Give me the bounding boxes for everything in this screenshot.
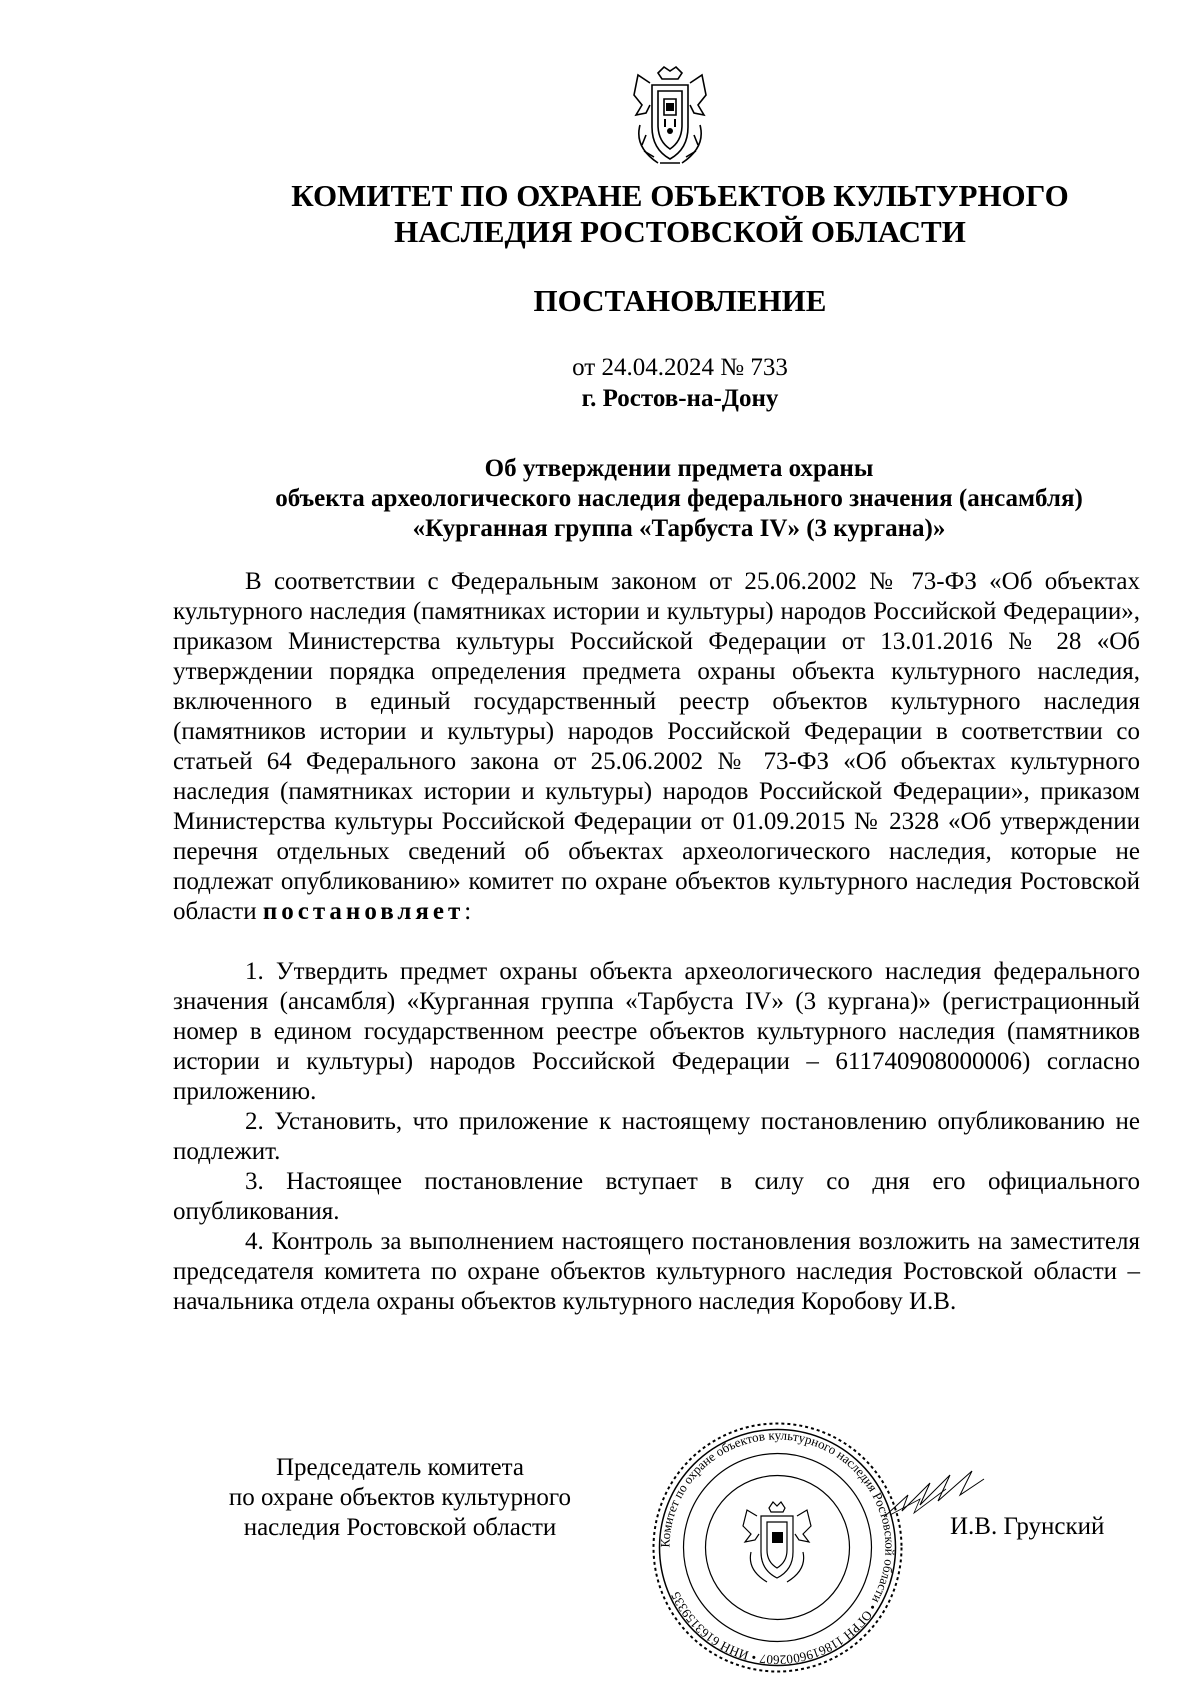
official-seal-icon [650, 1420, 905, 1675]
resolution-item-3: 3. Настоящее постановление вступает в силу со дня его официального опубликования. [173, 1168, 1140, 1225]
city: г. Ростов-на-Дону [581, 385, 779, 412]
coat-of-arms-icon [620, 65, 720, 170]
subject-line2: объекта археологического наследия федерального значения (ансамбля) [275, 485, 1083, 512]
preamble-text: В соответствии с Федеральным законом от 25.06.2002 № 73-ФЗ «Об объектах культурного наследия (памятниках истории и культуры) народов Российской Федерации», приказом Министерства культуры Российской Федерации от 13.01.2016 № 28 «Об утверждении порядка определения предмета охраны объекта культурного наследия, включенного в единый государственный реестр объектов культурного наследия (памятников истории и культуры) народов Российской Федерации в соответствии со статьей 64 Федерального закона от 25.06.2002 № 73-ФЗ «Об объектах культурного наследия (памятниках истории и культуры) народов Российской Федерации», приказом Министерства культуры Российской Федерации от 01.09.2015 № 2328 «Об утверждении перечня отдельных сведений об объектах археологического наследия, которые не подлежат опубликованию» комитет по охране объектов культурного наследия Ростовской области [173, 568, 1140, 925]
signer-title-line1: Председатель комитета [276, 1454, 524, 1481]
document-type: ПОСТАНОВЛЕНИЕ [533, 283, 827, 318]
document-body [173, 567, 1140, 1317]
resolves-word: постановляет [262, 898, 465, 925]
signer-title-line3: наследия Ростовской области [243, 1514, 557, 1541]
preamble-paragraph [173, 567, 1140, 927]
resolution-item-1: 1. Утвердить предмет охраны объекта археологического наследия федерального значения (ансамбля) «Курганная группа «Тарбуста IV» (3 кургана)» (регистрационный номер в едином государственном реестре объектов культурного наследия (памятников истории и культуры) народов Российской Федерации – 611740908000006) согласно приложению. [173, 958, 1140, 1105]
signer-title [190, 1453, 610, 1543]
issuing-authority [230, 178, 1130, 250]
resolution-item-4: 4. Контроль за выполнением настоящего постановления возложить на заместителя председателя комитета по охране объектов культурного наследия Ростовской области – начальника отдела охраны объектов культурного наследия Коробову И.В. [173, 1228, 1140, 1315]
org-name-line2: НАСЛЕДИЯ РОСТОВСКОЙ ОБЛАСТИ [394, 214, 966, 249]
resolution-item-2: 2. Установить, что приложение к настоящему постановлению опубликованию не подлежит. [173, 1108, 1140, 1165]
document-subject [174, 454, 1184, 544]
resolves-colon: : [464, 898, 472, 925]
date-and-number: от 24.04.2024 № 733 [572, 354, 788, 381]
subject-line3: «Курганная группа «Тарбуста IV» (3 кургана)» [412, 515, 946, 542]
signer-title-line2: по охране объектов культурного [228, 1484, 572, 1511]
seal-text: Комитет по охране объектов культурного наследия Ростовской области • ОГРН 1186196002607 • ИНН 6163159335 [657, 1427, 898, 1668]
org-name-line1: КОМИТЕТ ПО ОХРАНЕ ОБЪЕКТОВ КУЛЬТУРНОГО [291, 178, 1069, 213]
signer-name: И.В. Грунский [950, 1513, 1105, 1540]
subject-line1: Об утверждении предмета охраны [484, 455, 874, 482]
